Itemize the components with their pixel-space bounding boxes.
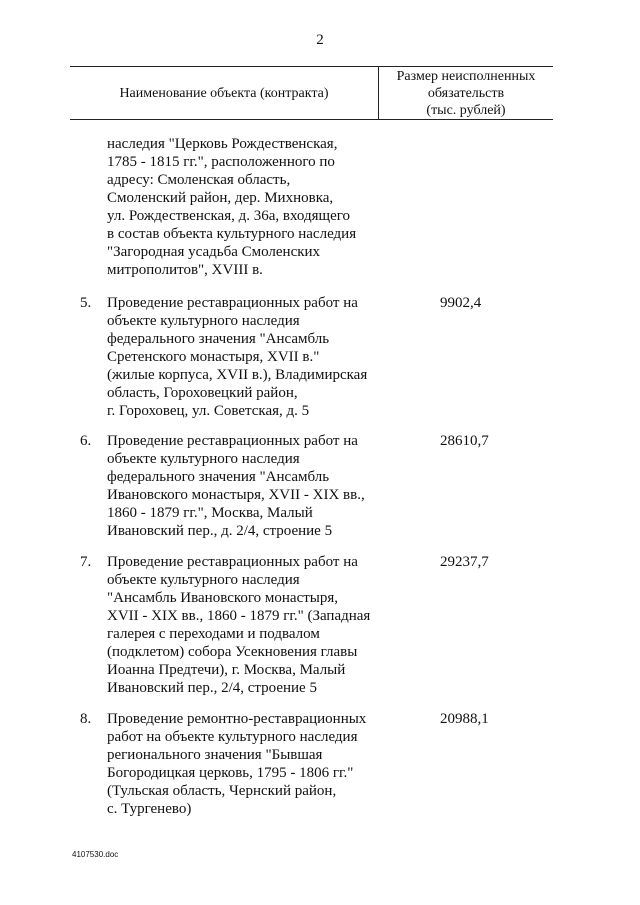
text-line: область, Гороховецкий район, (107, 385, 298, 401)
entry-number: 6. (80, 433, 92, 449)
entry-text (107, 294, 382, 420)
entry-number: 5. (80, 295, 92, 311)
text-line: Ивановский пер., 2/4, строение 5 (107, 680, 317, 696)
text-line: наследия "Церковь Рождественская, (107, 136, 338, 152)
text-line: Проведение реставрационных работ на (107, 295, 358, 311)
entry-text (107, 710, 382, 818)
text-line: федерального значения "Ансамбль (107, 469, 330, 485)
text-line: 1785 - 1815 гг.", расположенного по (107, 154, 335, 170)
entry-amount: 29237,7 (440, 554, 489, 570)
text-line: Смоленский район, дер. Михновка, (107, 190, 334, 206)
text-line: 1860 - 1879 гг.", Москва, Малый (107, 505, 313, 521)
text-line: Ивановского монастыря, XVII - XIX вв., (107, 487, 365, 503)
entry-amount: 20988,1 (440, 711, 489, 727)
amount-header-line: (тыс. рублей) (426, 103, 506, 118)
text-line: Проведение ремонтно-реставрационных (107, 711, 367, 727)
amount-header-line: Размер неисполненных (396, 69, 536, 84)
text-line: работ на объекте культурного наследия (107, 729, 358, 745)
amount-header-line: обязательств (427, 86, 505, 101)
table-header-top-rule (70, 66, 553, 67)
entry-number: 7. (80, 554, 92, 570)
entry-text (107, 432, 382, 540)
text-line: "Загородная усадьба Смоленских (107, 244, 321, 260)
text-line: XVII - XIX вв., 1860 - 1879 гг." (Западная (107, 608, 371, 624)
text-line: адресу: Смоленская область, (107, 172, 291, 188)
entry-text (107, 553, 382, 697)
text-line: Сретенского монастыря, XVII в." (107, 349, 320, 365)
entry-amount: 28610,7 (440, 433, 489, 449)
text-line: митрополитов", XVIII в. (107, 262, 263, 278)
text-line: "Ансамбль Ивановского монастыря, (107, 590, 339, 606)
text-line: Проведение реставрационных работ на (107, 554, 358, 570)
document-footer-code: 4107530.doc (72, 850, 119, 859)
continuation-text (107, 135, 382, 279)
page-number: 2 (316, 32, 324, 48)
text-line: г. Гороховец, ул. Советская, д. 5 (107, 403, 310, 419)
text-line: объекте культурного наследия (107, 572, 300, 588)
table-header-amount-column (379, 68, 553, 119)
text-line: (подклетом) собора Усекновения главы (107, 644, 358, 660)
text-line: ул. Рождественская, д. 36а, входящего (107, 208, 351, 224)
text-line: (жилые корпуса, XVII в.), Владимирская (107, 367, 368, 383)
text-line: галерея с переходами и подвалом (107, 626, 320, 642)
text-line: объекте культурного наследия (107, 451, 300, 467)
text-line: объекте культурного наследия (107, 313, 300, 329)
text-line: федерального значения "Ансамбль (107, 331, 330, 347)
text-line: с. Тургенево) (107, 801, 192, 817)
entry-number: 8. (80, 711, 92, 727)
text-line: регионального значения "Бывшая (107, 747, 323, 763)
entry-amount: 9902,4 (440, 295, 482, 311)
text-line: Богородицкая церковь, 1795 - 1806 гг." (107, 765, 354, 781)
text-line: в состав объекта культурного наследия (107, 226, 357, 242)
table-header-name-column: Наименование объекта (контракта) (119, 86, 329, 101)
text-line: Ивановский пер., д. 2/4, строение 5 (107, 523, 333, 539)
table-header-bottom-rule (70, 119, 553, 120)
text-line: (Тульская область, Чернский район, (107, 783, 337, 799)
text-line: Проведение реставрационных работ на (107, 433, 358, 449)
text-line: Иоанна Предтечи), г. Москва, Малый (107, 662, 346, 678)
